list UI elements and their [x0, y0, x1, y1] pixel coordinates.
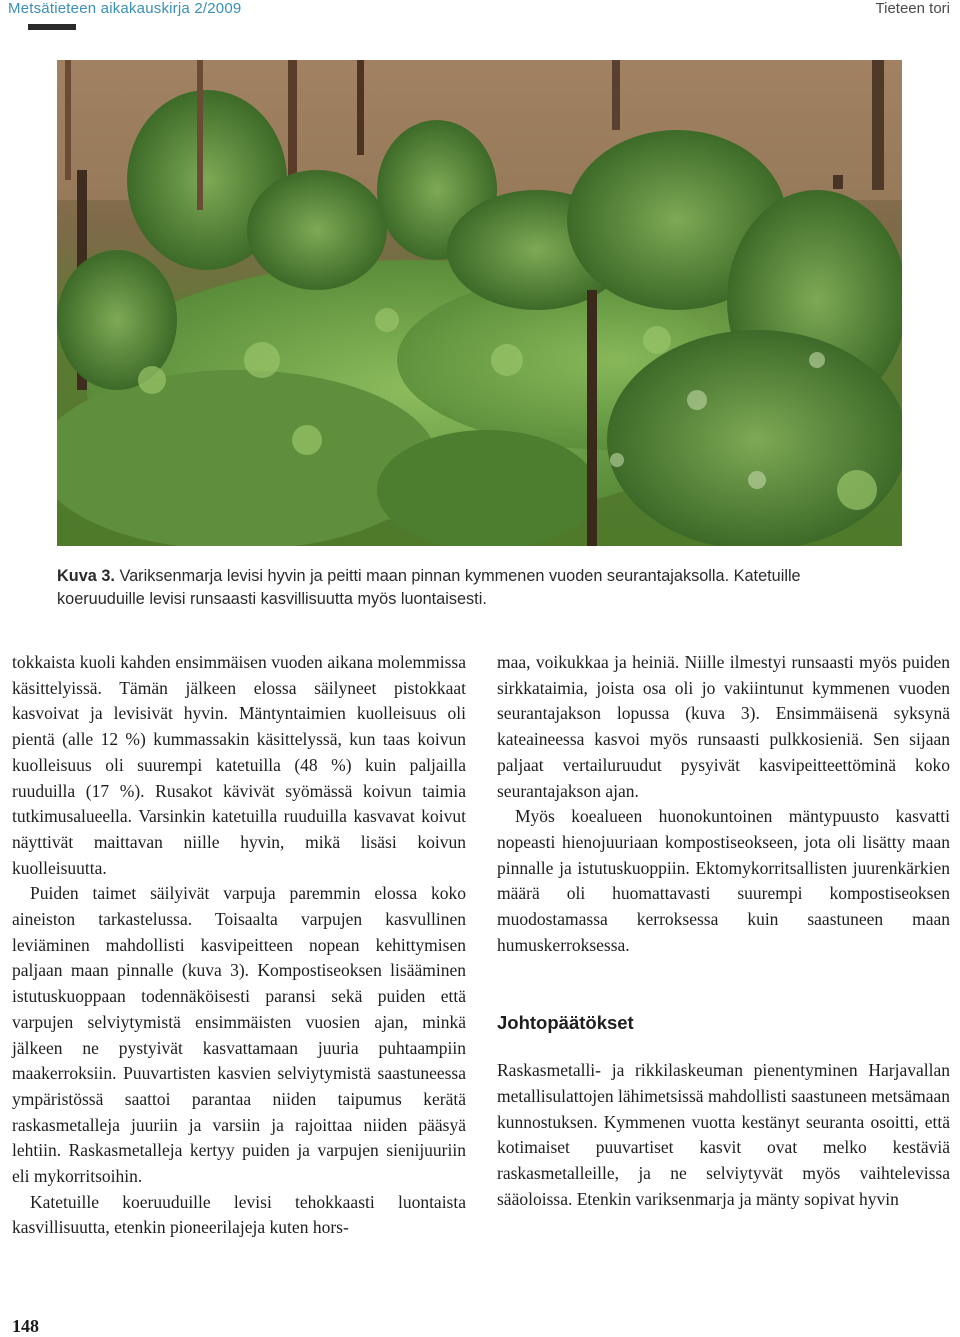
heading-gap	[497, 1036, 950, 1058]
left-column	[12, 650, 466, 1241]
journal-title: Metsätieteen aikakauskirja 2/2009	[8, 0, 242, 17]
header-bar	[28, 24, 76, 30]
left-paragraph-3: Katetuille koeruuduille levisi tehokkaasti luontaista kasvillisuutta, etenkin pioneerilajeja kuten hors-	[12, 1191, 466, 1238]
left-paragraph-1: tokkaista kuoli kahden ensimmäisen vuoden aikana molemmissa käsittelyissä. Tämän jälkeen elossa säilyneet pistokkaat kasvoivat ja levisivät hyvin. Mäntyntaimien kuolleisuus oli pientä (alle 12 %) kummassakin käsittelyssä, kun taas koivun kuolleisuus oli suurempi katetuilla (48 %) kuin paljailla ruuduilla (17 %). Rusakot kävivät syömässä koivun taimia tutkimusalueella. Varsinkin katetuilla ruuduilla kasvavat koivut näyttivät maittavan niille hyvin, mikä lisäsi koivun kuolleisuutta.	[12, 652, 466, 878]
caption-text-1: Variksenmarja levisi hyvin ja peitti maan pinnan kymmenen vuoden seurantajaksolla. Katetuille	[119, 567, 801, 585]
right-paragraph-2: Myös koealueen huonokuntoinen mäntypuusto kasvatti nopeasti hienojuuriaan kompostiseokseen, jota oli lisätty maan pinnalle ja istutuskuoppiin. Ektomykorritsallisten juurenkärkien määrä oli huomattavasti suurempi kompostiseoksen muodostamassa kerroksessa kuin saastuneen maan humuskerroksessa.	[497, 806, 950, 955]
left-paragraph-2: Puiden taimet säilyivät varpuja paremmin elossa koko aineiston tarkastelussa. Toisaalta varpujen kasvullinen leviäminen mahdollisti kasvipeitteen nopean kehittymisen paljaan maan pinnalle (kuva 3). Kompostiseoksen lisääminen istutuskuoppaan todennäköisesti paransi sekä puiden että varpujen selviytymistä ensimmäisten vuosien ajan, minkä jälkeen ne pystyivät kasvattamaan juuria puhtaampiin maakerroksiin. Puuvartisten kasvien selviytymistä saastuneessa ympäristössä saattoi parantaa niiden taipumus kerätä raskasmetalleja juuriin ja varsiin ja rajoittaa niiden pääsyä lehtiin. Raskasmetalleja kertyy puiden ja varpujen sienijuuriin eli mykorritsoihin.	[12, 883, 466, 1187]
right-column	[497, 650, 950, 1212]
right-paragraph-3: Raskasmetalli- ja rikkilaskeuman pienentyminen Harjavallan metallisulattojen lähimetsissä mahdollisti saastuneen metsämaan kunnostuksen. Kymmenen vuotta kestänyt seuranta osoitti, että kotimaiset puuvartiset kasvit ovat melko kestäviä raskasmetalleille, ja ne selviytyvät myös vaihtelevissa sääoloissa. Etenkin variksenmarja ja mänty sopivat hyvin	[497, 1060, 950, 1209]
forest-photo	[57, 60, 902, 546]
section-title: Tieteen tori	[875, 0, 950, 17]
heading-spacer	[497, 958, 950, 1010]
forest-photo-illustration	[57, 60, 902, 546]
page-number: 148	[12, 1316, 39, 1336]
section-heading: Johtopäätökset	[497, 1012, 634, 1034]
right-paragraph-1: maa, voikukkaa ja heiniä. Niille ilmestyi runsaasti myös puiden sirkkataimia, joista osa oli jo vakiintunut kymmenen vuoden seurantajakson lopussa (kuva 3). Ensimmäisenä syksynä kateaineessa kasvoi myös runsaasti pulkkosieniä. Sen sijaan paljaat vertailuruudut pysyivät kasvipeitteettöminä koko seurantajakson ajan.	[497, 652, 950, 801]
figure-label: Kuva 3.	[57, 567, 115, 585]
caption-text-2: koeruuduille levisi runsaasti kasvillisuutta myös luontaisesti.	[57, 590, 487, 608]
figure-caption	[57, 565, 917, 611]
